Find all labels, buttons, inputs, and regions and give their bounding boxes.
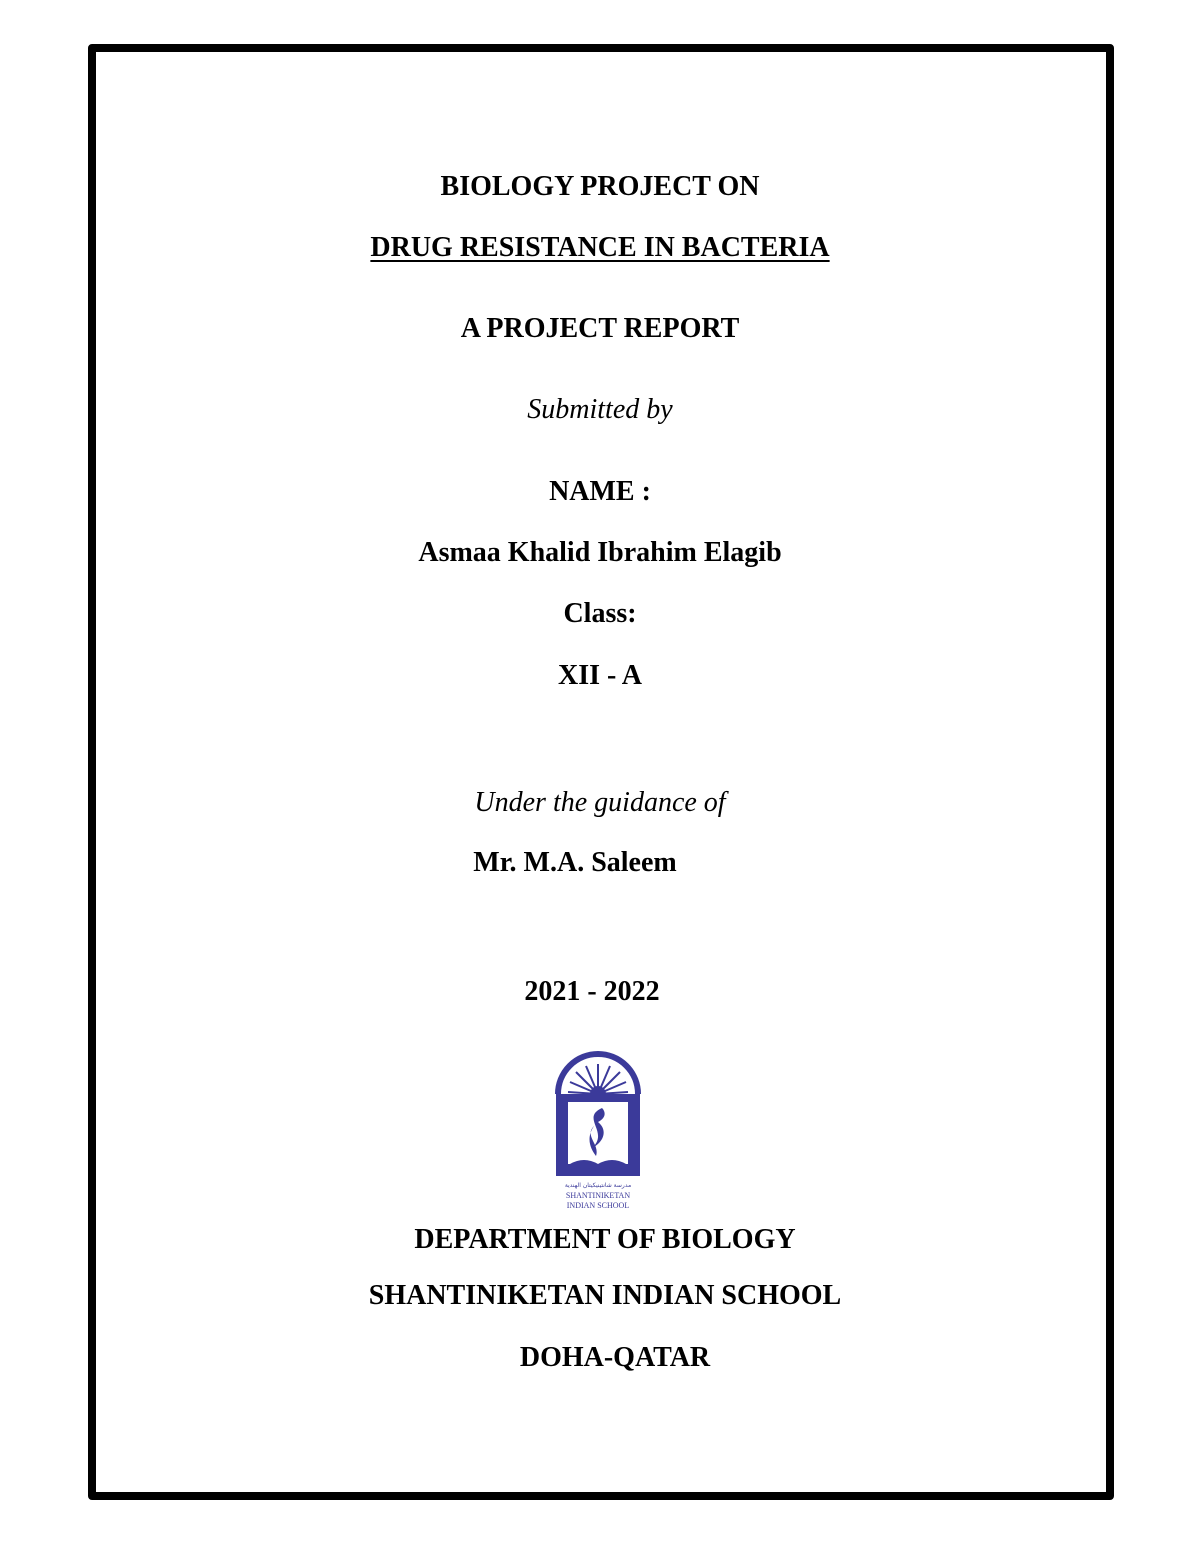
academic-year: 2021 - 2022	[524, 976, 660, 1007]
school-emblem-icon	[550, 1044, 646, 1212]
class-label: Class:	[563, 598, 637, 629]
logo-school-text-1: SHANTINIKETAN	[565, 1191, 631, 1200]
guide-name: Mr. M.A. Saleem	[473, 847, 677, 878]
heading-line-1: BIOLOGY PROJECT ON	[440, 171, 760, 202]
report-type: A PROJECT REPORT	[460, 313, 740, 344]
school-name: SHANTINIKETAN INDIAN SCHOOL	[368, 1280, 842, 1311]
guidance-label: Under the guidance of	[474, 787, 726, 818]
location: DOHA-QATAR	[519, 1342, 711, 1373]
logo-arabic-text: مدرسة شانتينيكيتان الهندية	[564, 1182, 632, 1189]
class-value: XII - A	[557, 660, 642, 691]
submitted-by-label: Submitted by	[527, 394, 673, 425]
logo-school-text-2: INDIAN SCHOOL	[566, 1201, 630, 1210]
name-label: NAME :	[549, 476, 651, 507]
heading-line-2: DRUG RESISTANCE IN BACTERIA	[370, 232, 830, 263]
student-name: Asmaa Khalid Ibrahim Elagib	[418, 537, 782, 568]
department: DEPARTMENT OF BIOLOGY	[414, 1224, 796, 1255]
